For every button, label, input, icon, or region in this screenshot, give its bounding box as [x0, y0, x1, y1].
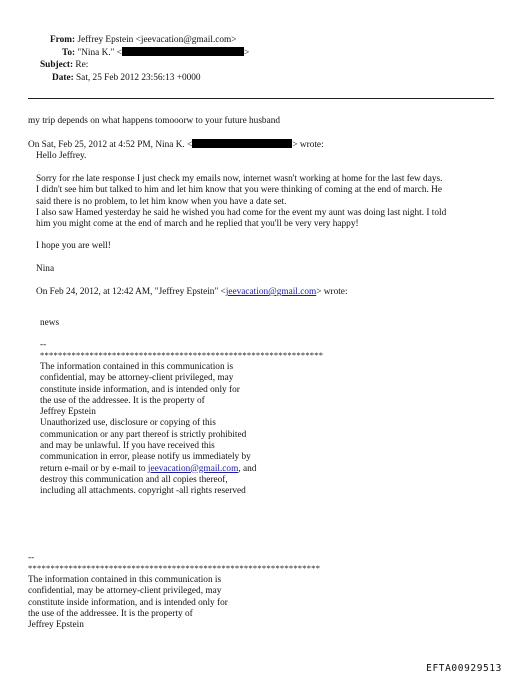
to-value: "Nina K." < — [77, 48, 123, 58]
to-close: > — [244, 48, 250, 58]
signoff: Nina — [36, 264, 55, 274]
disclaimer-line: confidential, may be attorney-client privileged, may — [40, 373, 234, 384]
disclaimer-line: including all attachments. copyright -all rights reserved — [40, 486, 246, 497]
redaction-box — [122, 47, 244, 56]
paragraph-line: I didn't see him but talked to him and let him know that you were thinking of coming at the end of march. He — [36, 185, 442, 196]
quote2-intro — [36, 287, 348, 298]
reply-line: my trip depends on what happens tomooorw to your future husband — [28, 116, 281, 126]
disclaimer-line: the use of the addressee. It is the property of — [40, 395, 205, 406]
subject-value: Re: — [75, 60, 89, 70]
quote2-intro-a: On Feb 24, 2012, at 12:42 AM, "Jeffrey Epstein" < — [36, 287, 226, 297]
from-value: Jeffrey Epstein <jeevacation@gmail.com> — [77, 35, 237, 45]
from-label: From: — [50, 35, 76, 45]
quote2-intro-b: > wrote: — [316, 287, 348, 297]
date-row — [52, 73, 201, 84]
header-divider — [28, 98, 494, 99]
disclaimer-line: communication or any part thereof is strictly prohibited — [40, 429, 247, 440]
disclaimer-line: and may be unlawful. If you have received this — [40, 441, 215, 452]
paragraph-line: I also saw Hamed yesterday he said he wished you had come for the event my aunt was doing last night. I told — [36, 207, 447, 218]
news-line: news — [40, 318, 60, 328]
disclaimer-line: The information contained in this communication is — [40, 362, 234, 372]
date-label: Date: — [52, 73, 74, 83]
wish-line: I hope you are well! — [36, 241, 111, 251]
greeting: Hello Jeffrey. — [36, 151, 87, 161]
email-link[interactable]: jeevacation@gmail.com — [225, 287, 317, 297]
separator-stars: *************************************************************** — [40, 350, 324, 360]
subject-label: Subject: — [40, 60, 74, 70]
disclaimer-line: communication in error, please notify us immediately by — [40, 452, 251, 463]
signature-dash: -- — [28, 553, 35, 563]
disclaimer-link-line — [40, 464, 256, 475]
paragraph-line: Sorry for rhe late response I just check my emails now, internet wasn't working at home for the last few days. — [36, 174, 443, 184]
quote1-intro-text: On Sat, Feb 25, 2012 at 4:52 PM, Nina K. < — [28, 140, 193, 150]
disclaimer-block — [28, 575, 228, 631]
disclaimer-line: destroy this communication and all copies thereof, — [40, 474, 228, 485]
document-id: EFTA00929513 — [426, 663, 502, 674]
date-value: Sat, 25 Feb 2012 23:56:13 +0000 — [76, 73, 201, 83]
to-row — [62, 47, 249, 59]
disclaimer-block — [40, 362, 256, 498]
message-paragraph — [36, 174, 446, 230]
disclaimer-line: constitute inside information, and is intended only for — [40, 384, 240, 395]
paragraph-line: said there is no problem, to let him know when you have a date set. — [36, 196, 287, 207]
disclaimer-line: Jeffrey Epstein — [40, 407, 96, 418]
disclaimer-link-line-a: return e-mail or by e-mail to — [40, 463, 148, 474]
disclaimer-line: the use of the addressee. It is the property of — [28, 608, 193, 619]
separator-stars: ***************************************************************** — [28, 563, 321, 573]
to-label: To: — [62, 48, 76, 58]
paragraph-line: him you might come at the end of march and he replied that you'll be very very happy! — [36, 219, 359, 230]
from-row — [50, 35, 237, 46]
quote1-intro — [28, 139, 324, 151]
disclaimer-line: confidential, may be attorney-client privileged, may — [28, 586, 222, 597]
email-link[interactable]: jeevacation@gmail.com — [147, 463, 239, 474]
redaction-box — [192, 139, 292, 148]
disclaimer-link-line-b: , and — [238, 463, 257, 474]
signature-dash: -- — [40, 340, 47, 350]
subject-row — [40, 60, 88, 71]
quote1-intro-end: > wrote: — [292, 140, 324, 150]
disclaimer-line: Jeffrey Epstein — [28, 620, 84, 631]
disclaimer-line: constitute inside information, and is intended only for — [28, 597, 228, 608]
disclaimer-line: The information contained in this communication is — [28, 575, 222, 585]
disclaimer-line: Unauthorized use, disclosure or copying of this — [40, 418, 216, 429]
